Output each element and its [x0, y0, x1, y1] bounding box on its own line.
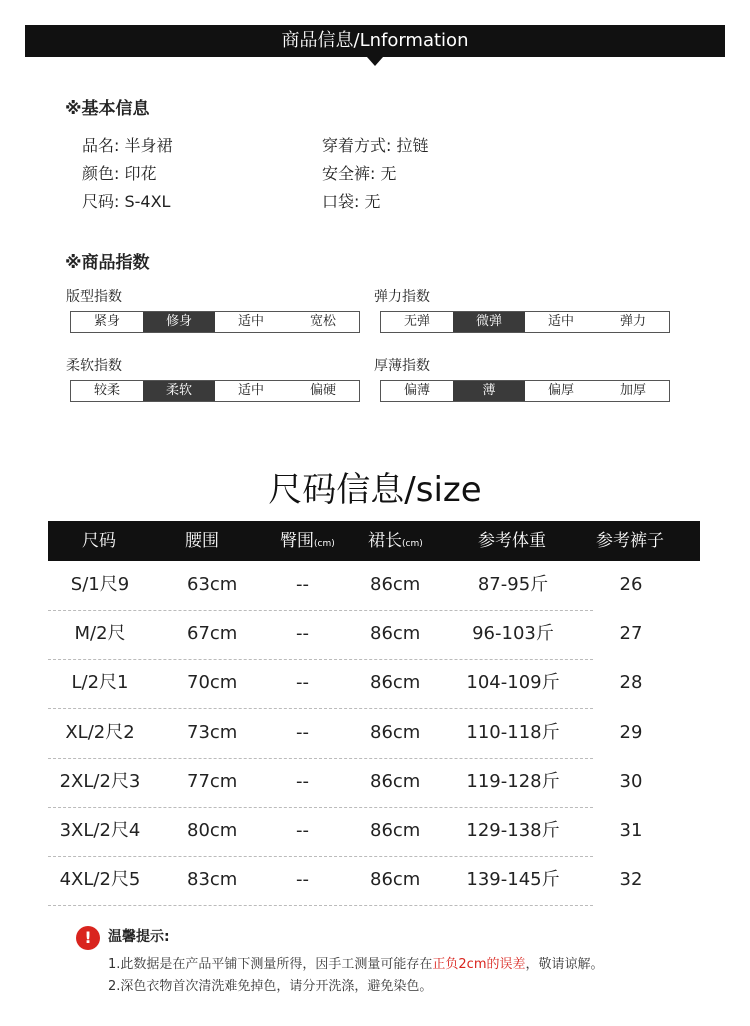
table-row: [48, 709, 593, 759]
table-row: [48, 610, 593, 660]
cell-waist: 67cm: [187, 623, 238, 645]
cell-hip: --: [296, 574, 309, 595]
scale-option: 偏硬: [309, 383, 336, 398]
scale-option-selected: 修身: [143, 312, 215, 332]
scale-option: 较柔: [93, 383, 120, 398]
scale-option: 紧身: [93, 314, 120, 329]
index-scale-elasticity: [380, 311, 670, 333]
banner-arrow-icon: [367, 57, 383, 66]
cell-hip: --: [296, 623, 309, 645]
cell-pants: 29: [619, 721, 643, 743]
cell-waist: 63cm: [187, 574, 238, 595]
cell-hip: --: [296, 672, 309, 694]
scale-option: 宽松: [309, 314, 336, 329]
header-weight: 参考体重: [478, 531, 546, 551]
scale-option: 适中: [547, 314, 574, 329]
header-size: 尺码: [82, 531, 116, 551]
notice-title: 温馨提示:: [108, 929, 170, 945]
cell-waist: 73cm: [187, 721, 238, 743]
header-hip: 臀围(cm): [280, 531, 335, 551]
table-row: [48, 856, 593, 906]
cell-hip: --: [296, 869, 309, 891]
scale-option: 偏厚: [547, 383, 574, 398]
cell-pants: 27: [619, 623, 643, 645]
cell-weight: 104-109斤: [466, 672, 560, 694]
cell-pants: 31: [619, 820, 643, 841]
cell-size: XL/2尺2: [65, 721, 135, 743]
cell-weight: 119-128斤: [466, 770, 560, 792]
table-row: [48, 758, 593, 808]
cell-length: 86cm: [370, 770, 421, 792]
cell-waist: 70cm: [187, 672, 238, 694]
section-banner: [25, 25, 725, 57]
scale-option-selected: 微弹: [453, 312, 525, 332]
index-label-fit: 版型指数: [66, 289, 122, 305]
scale-option: 弹力: [619, 314, 646, 329]
info-pocket: 口袋: 无: [322, 192, 381, 211]
index-scale-softness: [70, 380, 360, 402]
header-pants: 参考裤子: [596, 531, 664, 551]
cell-length: 86cm: [370, 820, 421, 841]
scale-option: 适中: [237, 314, 264, 329]
index-scale-thickness: [380, 380, 670, 402]
cell-length: 86cm: [370, 623, 421, 645]
cell-pants: 32: [619, 869, 643, 891]
info-safety-shorts: 安全裤: 无: [322, 164, 397, 183]
cell-weight: 87-95斤: [477, 574, 549, 595]
banner-title: 商品信息/Lnformation: [281, 30, 469, 51]
cell-size: S/1尺9: [70, 574, 130, 595]
cell-hip: --: [296, 820, 309, 841]
cell-length: 86cm: [370, 721, 421, 743]
scale-option: 偏薄: [403, 383, 430, 398]
table-row: [48, 561, 593, 611]
cell-length: 86cm: [370, 574, 421, 595]
table-row: [48, 807, 593, 857]
index-label-softness: 柔软指数: [66, 358, 122, 374]
scale-option: 无弹: [403, 314, 430, 329]
cell-waist: 80cm: [187, 820, 238, 841]
cell-hip: --: [296, 770, 309, 792]
cell-size: 3XL/2尺4: [59, 820, 141, 841]
cell-size: L/2尺1: [71, 672, 129, 694]
info-wear-style: 穿着方式: 拉链: [322, 136, 429, 155]
notice-line-2: 2.深色衣物首次清洗难免掉色，请分开洗涤，避免染色。: [108, 979, 433, 994]
notice-highlight: 正负2cm的误差: [432, 957, 526, 972]
index-label-thickness: 厚薄指数: [374, 358, 430, 374]
cell-waist: 83cm: [187, 869, 238, 891]
info-size: 尺码: S-4XL: [82, 192, 171, 211]
cell-length: 86cm: [370, 869, 421, 891]
table-row: [48, 659, 593, 709]
cell-pants: 26: [619, 574, 643, 595]
cell-waist: 77cm: [187, 770, 238, 792]
scale-option: 适中: [237, 383, 264, 398]
cell-weight: 129-138斤: [466, 820, 560, 841]
header-waist: 腰围: [185, 531, 219, 551]
cell-weight: 110-118斤: [466, 721, 560, 743]
size-section-title: 尺码信息/size: [268, 470, 482, 510]
cell-pants: 30: [619, 770, 643, 792]
index-heading: ※商品指数: [65, 253, 150, 273]
index-scale-fit: [70, 311, 360, 333]
notice-line-1: 1.此数据是在产品平铺下测量所得，因手工测量可能存在正负2cm的误差，敬请谅解。: [108, 957, 604, 972]
cell-size: 2XL/2尺3: [59, 770, 141, 792]
scale-option-selected: 薄: [453, 381, 525, 401]
cell-pants: 28: [619, 672, 643, 694]
cell-length: 86cm: [370, 672, 421, 694]
header-length: 裙长(cm): [368, 531, 423, 551]
warning-icon: !: [76, 926, 100, 950]
size-table-header: [48, 521, 700, 561]
cell-size: M/2尺: [74, 623, 126, 645]
info-color: 颜色: 印花: [82, 164, 157, 183]
cell-weight: 139-145斤: [466, 869, 560, 891]
cell-weight: 96-103斤: [472, 623, 554, 645]
info-product-name: 品名: 半身裙: [82, 136, 173, 155]
index-label-elasticity: 弹力指数: [374, 289, 430, 305]
cell-hip: --: [296, 721, 309, 743]
cell-size: 4XL/2尺5: [59, 869, 141, 891]
scale-option-selected: 柔软: [143, 381, 215, 401]
scale-option: 加厚: [619, 383, 646, 398]
basic-info-heading: ※基本信息: [65, 99, 150, 119]
